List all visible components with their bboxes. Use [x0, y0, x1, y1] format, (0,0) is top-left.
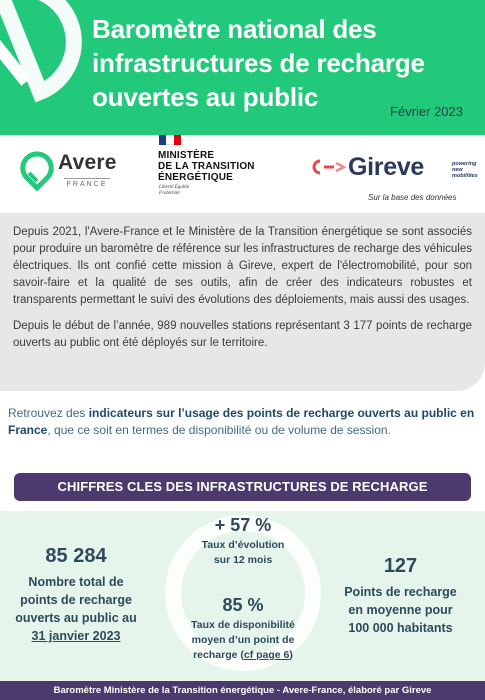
stat-density-value: 127: [383, 555, 418, 577]
gireve-logo[interactable]: [310, 153, 478, 205]
avere-france-logo[interactable]: [20, 151, 120, 195]
stat-density-label: Points de recharge en moyenne pour 100 000 habitants: [344, 585, 457, 635]
intro-box: [0, 213, 485, 391]
stat-evolution-value: + 57 %: [214, 515, 272, 535]
logos-row: [0, 135, 485, 213]
publication-date: Février 2023: [390, 104, 463, 119]
ministere-logo[interactable]: [150, 135, 270, 207]
gireve-wordmark: Gireve: [348, 153, 425, 181]
stat-availability: [168, 595, 318, 663]
usage-indicators-link[interactable]: indicateurs sur l’usage des points de recharge ouverts au public en France: [8, 406, 475, 437]
stat-evolution-label: Taux d’évolution sur 12 mois: [201, 539, 285, 566]
page-6-link[interactable]: cf page 6: [243, 649, 290, 661]
charging-pin-graphic: [0, 0, 90, 112]
data-source-note: Sur la base des données: [368, 193, 457, 202]
footer-credit: Baromètre Ministère de la Transition énergétique - Avere-France, élaboré par Gireve: [0, 681, 485, 700]
stat-total-label: Nombre total de points de recharge ouverts au public au 31 janvier 2023: [15, 575, 137, 643]
intro-paragraph-2: Depuis le début de l’année, 989 nouvelles stations représentant 3 177 points de recharge ouverts au public ont été déployés sur le territoire.: [13, 320, 472, 349]
avere-wordmark: Avere: [58, 151, 117, 174]
avere-country: FRANCE: [64, 178, 110, 188]
gireve-tagline: powering new mobilities: [452, 161, 478, 179]
ministere-name: MINISTÈRE DE LA TRANSITION ÉNERGÉTIQUE: [158, 150, 255, 183]
stat-availability-label: Taux de disponibilité moyen d’un point de recharge (cf page 6): [191, 619, 295, 661]
stat-density: [328, 555, 473, 637]
stat-availability-value: 85 %: [222, 595, 264, 615]
ministere-motto: Liberté Égalité Fraternité: [159, 185, 190, 196]
marianne-flag-icon: [159, 135, 181, 145]
key-figures-panel: [0, 511, 485, 681]
intro-paragraph-1: Depuis 2021, l'Avere-France et le Ministère de la Transition énergétique se sont associés pour produire un baromètre de référence sur les infrastructures de recharge des véhicules électriques. Ils ont confié cette mission à Gireve, expert de l'électromobilité, pour son savoir-faire et la qualité de ses outils, afin de créer des indicateurs robustes et transparents permettant le suivi des évolutions des déploiements, mais aussi des usages.: [13, 226, 472, 306]
key-figures-banner: CHIFFRES CLES DES INFRASTRUCTURES DE RECHARGE: [14, 473, 471, 501]
usage-indicators-text: Retrouvez des indicateurs sur l’usage des points de recharge ouverts au public en France, que ce soit en termes de disponibilité ou de volume de session.: [8, 406, 475, 437]
gireve-arrows-icon: [310, 159, 346, 175]
avere-pin-icon: [20, 151, 54, 191]
page-title: Baromètre national des infrastructures de recharge ouvertes au public: [92, 14, 425, 112]
header-band: [0, 0, 485, 135]
stat-total-value: 85 284: [45, 545, 107, 567]
stat-total-points: [6, 545, 146, 645]
stat-evolution: [168, 515, 318, 568]
